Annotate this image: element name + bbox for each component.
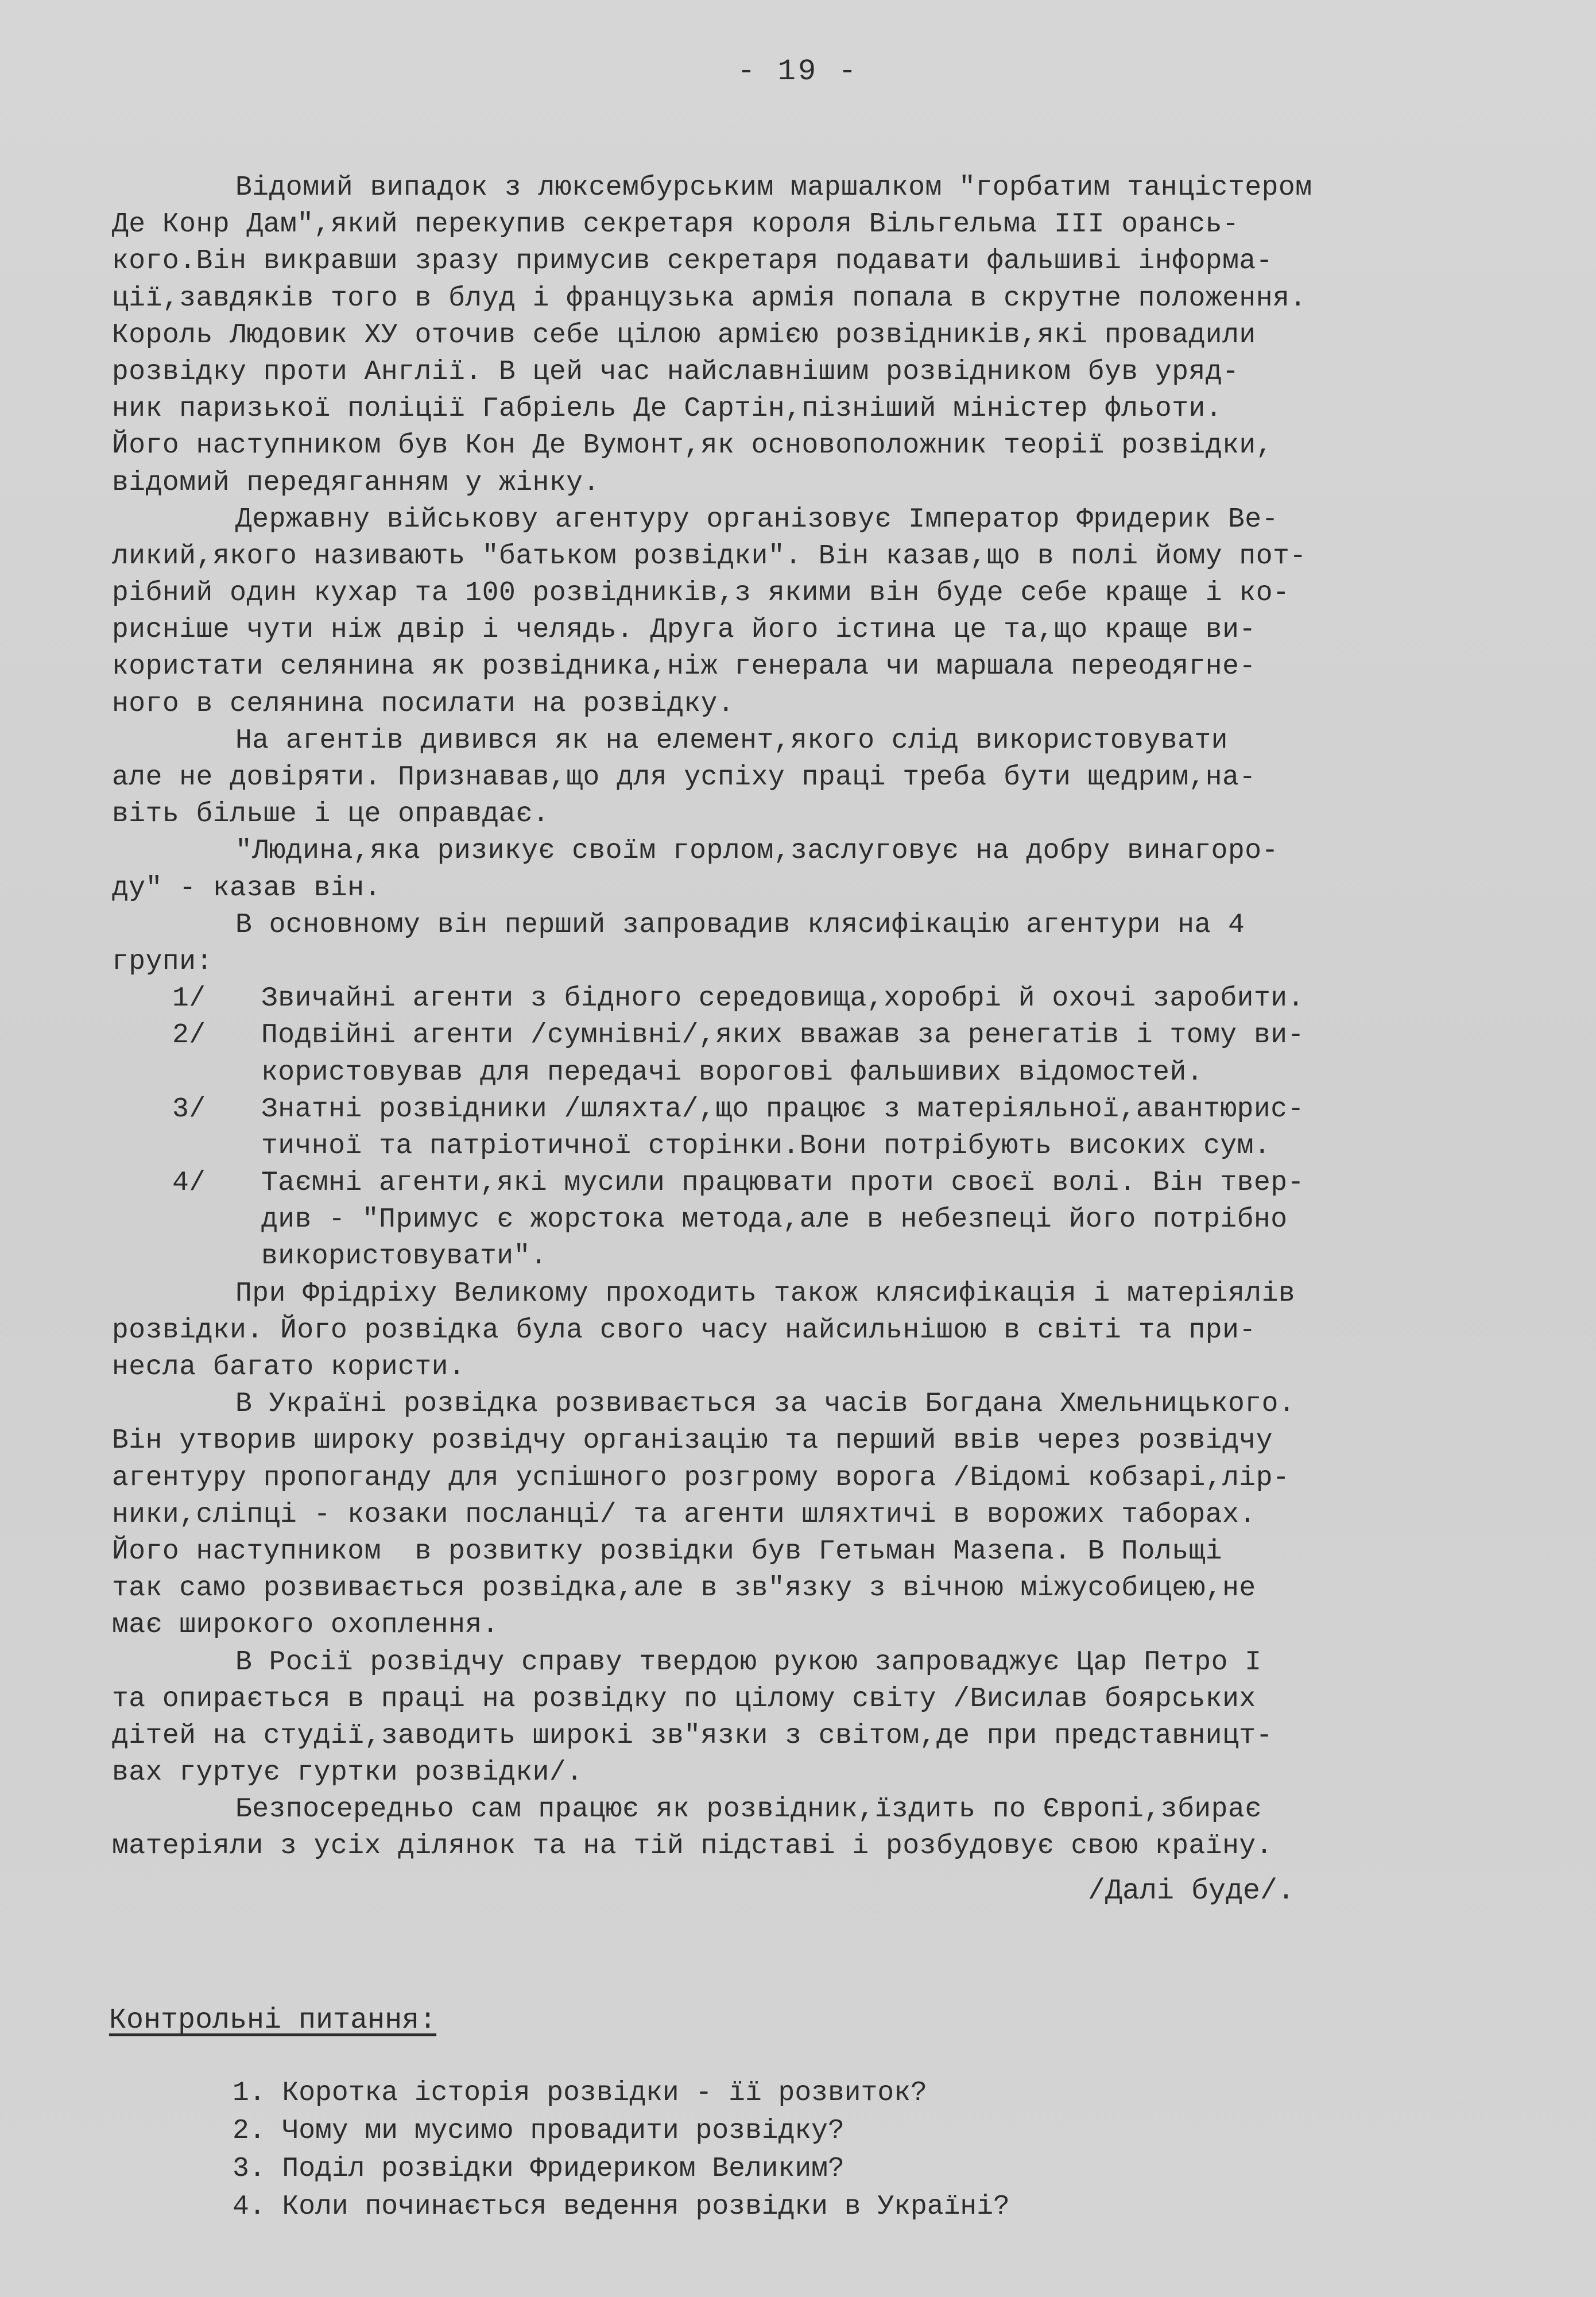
text-line: Де Конр Дам",який перекупив секретаря короля Вільгельма III орансь-: [112, 209, 1239, 241]
paragraph: [112, 1275, 1524, 1386]
list-item-number: 1/: [172, 983, 206, 1015]
text-line: Король Людовик ХУ оточив себе цілою армією розвідників,які провадили: [112, 319, 1256, 351]
text-line: рисніше чути ніж двір і челядь. Друга його істина це та,що краще ви-: [112, 614, 1256, 646]
question-item: 4. Коли починається ведення розвідки в Україні?: [233, 2191, 1010, 2222]
list-item: [112, 1017, 1524, 1091]
text-line: користовував для передачі ворогові фальшивих відомостей.: [261, 1057, 1204, 1088]
continuation-note: /Далі буде/.: [1088, 1875, 1295, 1908]
page-number: - 19 -: [737, 55, 859, 88]
text-line: має широкого охоплення.: [112, 1610, 499, 1641]
text-line: тичної та патріотичної сторінки.Вони потрібують високих сум.: [261, 1130, 1271, 1162]
text-line: віть більше і це оправдає.: [112, 799, 549, 830]
text-line: так само розвивається розвідка,але в зв"язку з вічною міжусобицею,не: [112, 1573, 1256, 1604]
paragraph: [112, 833, 1524, 906]
text-line: матеріяли з усіх ділянок та на тій підставі і розбудовує свою країну.: [112, 1831, 1273, 1862]
text-line: ції,завдяків того в блуд і французька армія попала в скрутне положення.: [112, 283, 1307, 314]
list-item: [112, 980, 1524, 1017]
text-line: див - "Примус є жорстока метода,але в небезпеці його потрібно: [261, 1204, 1288, 1236]
text-line: Подвійні агенти /сумнівні/,яких вважав за ренегатів і тому ви-: [261, 1020, 1304, 1051]
list-item-text: [261, 980, 1524, 1017]
text-line: несла багато користи.: [112, 1352, 466, 1383]
list-item: [112, 1165, 1524, 1275]
paragraph: [112, 722, 1524, 833]
text-line: вах гуртує гуртки розвідки/.: [112, 1757, 583, 1789]
text-line: ного в селянина посилати на розвідку.: [112, 688, 735, 720]
text-line: користати селянина як розвідника,ніж генерала чи маршала переодягне-: [112, 651, 1256, 683]
text-line: агентуру пропоганду для успішного розгрому ворога /Відомі кобзарі,лір-: [112, 1462, 1290, 1494]
list-item-number: 3/: [172, 1093, 206, 1125]
questions-title: Контрольні питання:: [109, 2004, 437, 2037]
text-line: Він утворив широку розвідчу організацію та перший ввів через розвідчу: [112, 1425, 1273, 1457]
text-line: рібний один кухар та 100 розвідників,з якими він буде себе краще і ко-: [112, 578, 1290, 609]
paragraph: [112, 1791, 1524, 1865]
text-line: "Людина,яка ризикує своїм горлом,заслуговує на добру винагоро-: [235, 836, 1279, 867]
text-line: В Росії розвідчу справу твердою рукою запроваджує Цар Петро I: [235, 1646, 1262, 1678]
text-line: розвідки. Його розвідка була свого часу найсильнішою в світі та при-: [112, 1314, 1256, 1346]
text-line: але не довіряти. Признавав,що для успіху праці треба бути щедрим,на-: [112, 762, 1256, 793]
text-line: Знатні розвідники /шляхта/,що працює з матеріяльної,авантюрис-: [261, 1093, 1304, 1125]
text-line: Звичайні агенти з бідного середовища,хоробрі й охочі заробити.: [261, 983, 1304, 1015]
question-item: 3. Поділ розвідки Фридериком Великим?: [233, 2153, 845, 2184]
text-line: групи:: [112, 946, 213, 977]
text-line: розвідку проти Англії. В цей час найславнішим розвідником був уряд-: [112, 356, 1239, 388]
text-line: відомий передяганням у жінку.: [112, 467, 600, 498]
text-line: Державну військову агентуру організовує Імператор Фридерик Ве-: [235, 504, 1279, 535]
text-line: При Фрідріху Великому проходить також клясифікація і матеріялів: [235, 1278, 1296, 1309]
text-line: ники,сліпці - козаки посланці/ та агенти шляхтичі в ворожих таборах.: [112, 1499, 1256, 1530]
paragraph: [112, 169, 1524, 501]
text-line: Його наступником був Кон Де Вумонт,як основоположник теорії розвідки,: [112, 430, 1273, 462]
list-item-text: [261, 1017, 1524, 1091]
list-item: [112, 1091, 1524, 1165]
text-line: На агентів дивився як на елемент,якого слід використовувати: [235, 725, 1228, 756]
text-line: ду" - казав він.: [112, 872, 381, 904]
text-line: ник паризької поліції Габріель Де Сартін,пізніший міністер фльоти.: [112, 393, 1223, 425]
question-item: 2. Чому ми мусимо провадити розвідку?: [233, 2116, 845, 2147]
paragraph: [112, 501, 1524, 722]
paragraph: [112, 1386, 1524, 1644]
question-item: 1. Коротка історія розвідки - її розвиток?: [233, 2078, 927, 2109]
text-line: В основному він перший запровадив клясифікацію агентури на 4: [235, 909, 1245, 941]
paragraph: [112, 1644, 1524, 1792]
text-line: та опирається в праці на розвідку по цілому світу /Висилав боярських: [112, 1683, 1256, 1715]
text-line: Його наступником в розвитку розвідки був Гетьман Мазепа. В Польщі: [112, 1536, 1223, 1567]
list-item-number: 2/: [172, 1020, 206, 1051]
paragraph: [112, 907, 1524, 980]
text-line: дітей на студії,заводить широкі зв"язки з світом,де при представницт-: [112, 1720, 1273, 1751]
text-line: В Україні розвідка розвивається за часів Богдана Хмельницького.: [235, 1389, 1296, 1420]
list-item-text: [261, 1165, 1524, 1275]
text-line: ликий,якого називають "батьком розвідки". Він казав,що в полі йому пот-: [112, 540, 1307, 572]
text-line: Таємні агенти,які мусили працювати проти своєї волі. Він твер-: [261, 1167, 1304, 1199]
questions-list: [233, 2074, 1010, 2226]
list-item-text: [261, 1091, 1524, 1165]
list-item-number: 4/: [172, 1167, 206, 1199]
classification-list: [112, 980, 1524, 1275]
text-line: Безпосередньо сам працює як розвідник,їздить по Європі,збирає: [235, 1794, 1262, 1826]
text-line: використовувати".: [261, 1241, 548, 1273]
text-line: Відомий випадок з люксембурським маршалком "горбатим танцістером: [235, 172, 1312, 203]
body-text: [112, 169, 1524, 1865]
text-line: кого.Він викравши зразу примусив секретаря подавати фальшиві інформа-: [112, 246, 1273, 277]
